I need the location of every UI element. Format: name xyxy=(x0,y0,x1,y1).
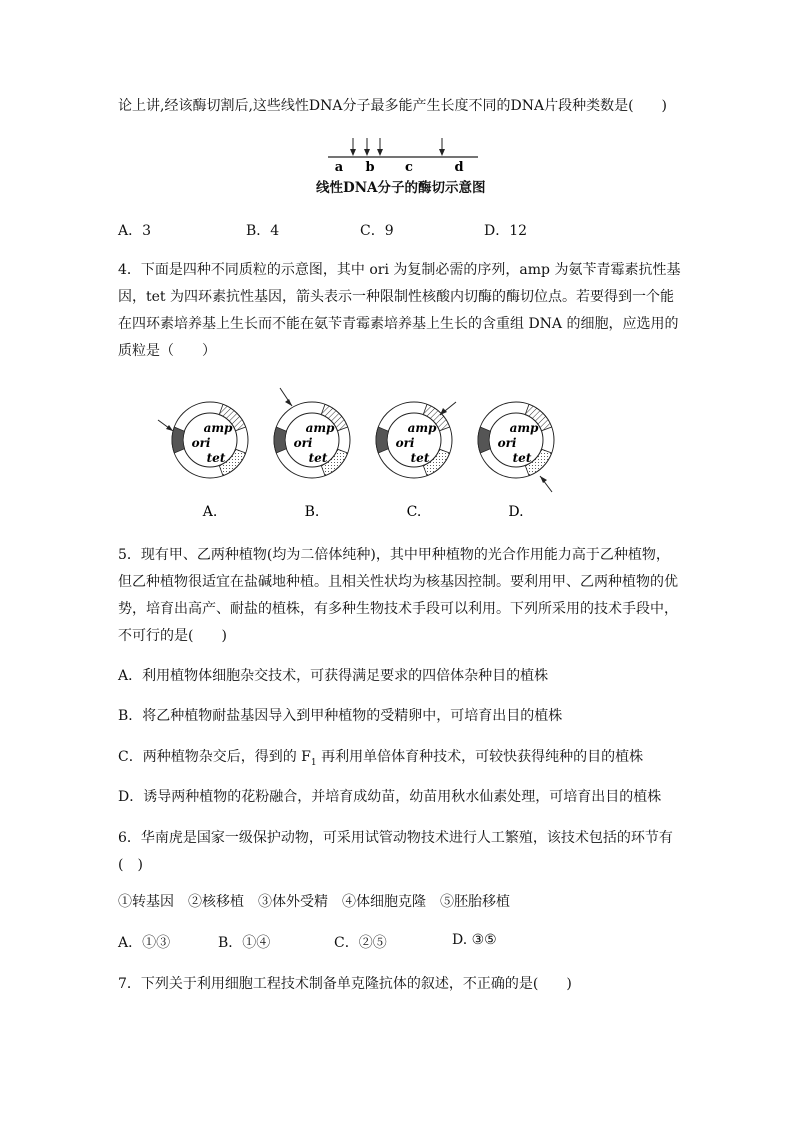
dna-cut-diagram xyxy=(320,136,490,176)
plasmid-c xyxy=(376,402,456,478)
amp-label: amp xyxy=(509,421,539,435)
q6-option-a: A．①③ xyxy=(118,935,171,951)
cut-site-arrow xyxy=(280,388,292,406)
tet-label: tet xyxy=(308,451,328,465)
plasmid-a xyxy=(158,402,248,478)
q5-option-b: B．将乙种植物耐盐基因导入到甲种植物的受精卵中，可培育出目的植株 xyxy=(118,708,563,724)
amp-label: amp xyxy=(305,421,335,435)
q7-line: 7．下列关于利用细胞工程技术制备单克隆抗体的叙述，不正确的是( ) xyxy=(118,976,572,992)
segment-label-b: b xyxy=(365,160,375,175)
q5-line-4: 不可行的是( ) xyxy=(118,628,227,644)
tet-label: tet xyxy=(512,451,532,465)
q4-line-2: 因，tet 为四环素抗性基因，箭头表示一种限制性核酸内切酶的酶切位点。若要得到一个能 xyxy=(118,289,674,305)
q5-line-2: 但乙种植物很适宜在盐碱地种植。且相关性状均为核基因控制。要利用甲、乙两种植物的优 xyxy=(118,574,678,590)
q5-option-d: D．诱导两种植物的花粉融合，并培育成幼苗，幼苗用秋水仙素处理，可培育出目的植株 xyxy=(118,789,662,805)
ori-label: ori xyxy=(395,436,415,450)
plasmid-diagrams xyxy=(150,384,570,524)
q3-option-a: A．3 xyxy=(118,223,152,239)
q5-option-c xyxy=(118,747,643,773)
q5-option-c-sub: 1 xyxy=(310,757,317,768)
segment-label-a: a xyxy=(334,160,344,175)
q3-option-c: C．9 xyxy=(360,223,394,239)
plasmid-label-b: B. xyxy=(304,504,320,520)
cut-site-arrow xyxy=(540,476,552,492)
q6-option-c: C．②⑤ xyxy=(334,935,387,951)
plasmid-label-a: A. xyxy=(202,504,218,520)
ori-label: ori xyxy=(191,436,211,450)
q6-option-d: D. ③⑤ xyxy=(452,932,497,948)
cut-arrow-4 xyxy=(439,138,445,156)
q6-option-b: B．①④ xyxy=(218,935,271,951)
q6-line-2: ( ) xyxy=(118,857,143,873)
plasmid-d xyxy=(478,402,554,492)
q4-line-3: 在四环素培养基上生长而不能在氨苄青霉素培养基上生长的含重组 DNA 的细胞，应选用的 xyxy=(118,316,679,332)
q6-items: ①转基因 ②核移植 ③体外受精 ④体细胞克隆 ⑤胚胎移植 xyxy=(118,894,510,910)
q6-line-1: 6．华南虎是国家一级保护动物，可采用试管动物技术进行人工繁殖，该技术包括的环节有 xyxy=(118,830,673,846)
tet-label: tet xyxy=(410,451,430,465)
cut-arrow-1 xyxy=(350,138,356,156)
cut-site-arrow xyxy=(440,402,456,415)
amp-label: amp xyxy=(407,421,437,435)
q5-option-c-pre: C．两种植物杂交后，得到的 F xyxy=(118,749,311,765)
tet-label: tet xyxy=(206,451,226,465)
cut-arrow-3 xyxy=(377,138,383,156)
ori-label: ori xyxy=(293,436,313,450)
figure-caption: 线性DNA分子的酶切示意图 xyxy=(316,180,486,196)
q4-line-1: 4．下面是四种不同质粒的示意图，其中 ori 为复制必需的序列，amp 为氨苄青霉素抗性基 xyxy=(118,262,681,278)
q3-stem: 论上讲,经该酶切割后,这些线性DNA分子最多能产生长度不同的DNA片段种类数是( ) xyxy=(118,98,667,114)
q3-option-d: D．12 xyxy=(484,223,528,239)
segment-label-c: c xyxy=(405,160,413,175)
segment-label-d: d xyxy=(454,160,464,175)
plasmid-label-c: C. xyxy=(406,504,422,520)
cut-site-arrow xyxy=(158,420,173,431)
q5-option-a: A．利用植物体细胞杂交技术，可获得满足要求的四倍体杂种目的植株 xyxy=(118,668,549,684)
plasmid-label-d: D. xyxy=(508,504,524,520)
q5-line-3: 势，培育出高产、耐盐的植株，有多种生物技术手段可以利用。下列所采用的技术手段中， xyxy=(118,601,678,617)
q5-line-1: 5．现有甲、乙两种植物(均为二倍体纯种)，其中甲种植物的光合作用能力高于乙种植物， xyxy=(118,547,670,563)
q4-line-4: 质粒是（ ） xyxy=(118,343,216,359)
plasmid-b xyxy=(274,388,350,478)
q3-option-b: B．4 xyxy=(246,223,280,239)
ori-label: ori xyxy=(497,436,517,450)
q5-option-c-post: 再利用单倍体育种技术，可较快获得纯种的目的植株 xyxy=(316,749,644,765)
cut-arrow-2 xyxy=(364,138,370,156)
amp-label: amp xyxy=(203,421,233,435)
